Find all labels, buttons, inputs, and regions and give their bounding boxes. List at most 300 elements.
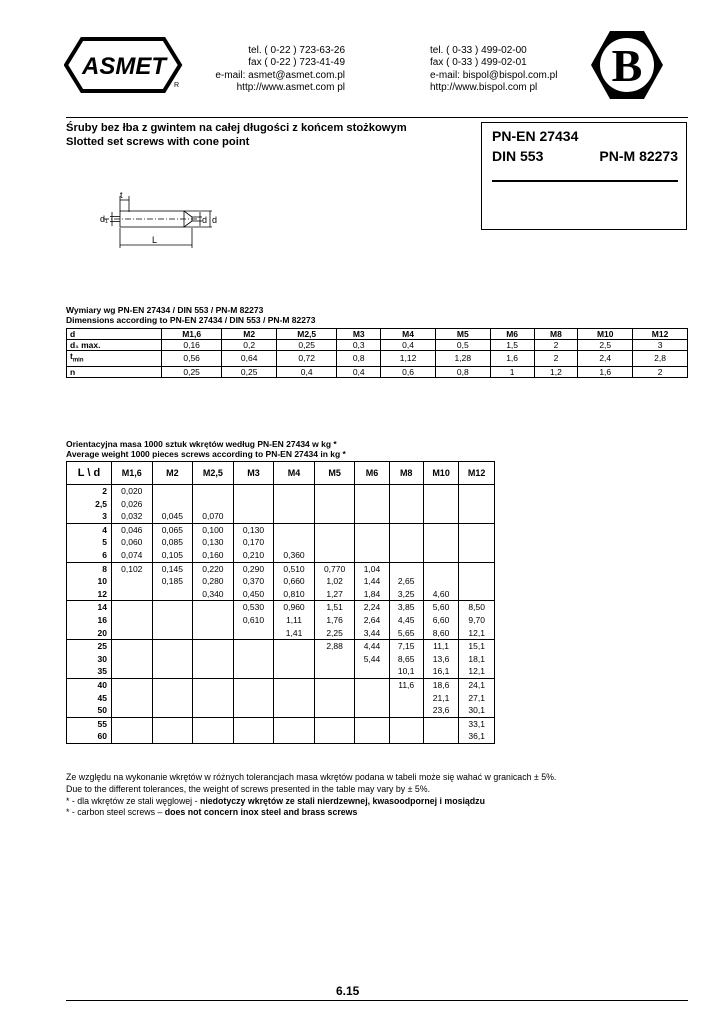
dimensions-cell: 1,5 [490, 340, 534, 351]
weights-cell: 0,085 [152, 536, 193, 549]
weights-cell: 0,960 [274, 601, 315, 614]
weights-row [67, 704, 495, 717]
weights-cell [355, 510, 389, 523]
weights-cell: 0,130 [233, 523, 274, 536]
dimensions-heading [66, 306, 315, 325]
weights-cell: 15,1 [459, 640, 495, 653]
weights-cell: 5,65 [389, 627, 423, 640]
weights-cell [389, 485, 423, 498]
weights-header-cell: M4 [274, 462, 315, 485]
footnote-steel-pl: * - dla wkrętów ze stali węglowej - niedotyczy wkrętów ze stali nierdzewnej, kwasoodpornej i mosiądzu [66, 795, 485, 806]
weights-cell: 8,50 [459, 601, 495, 614]
dimensions-cell: $t_{min}$ [67, 351, 162, 367]
weights-cell: 5,44 [355, 653, 389, 666]
weights-row [67, 523, 495, 536]
weights-cell [423, 730, 459, 743]
weights-cell [274, 692, 315, 705]
weights-row [67, 640, 495, 653]
weights-cell [152, 704, 193, 717]
weights-cell: 0,065 [152, 523, 193, 536]
dimensions-cell: n [67, 366, 162, 377]
weights-cell [233, 485, 274, 498]
weights-cell [112, 575, 153, 588]
dimensions-cell: M6 [490, 329, 534, 340]
standard-din: DIN 553 [492, 148, 544, 164]
dim-label-d: d [202, 215, 208, 225]
asmet-contact [215, 45, 345, 95]
weights-cell: 2 [67, 485, 112, 498]
weights-cell [112, 665, 153, 678]
weights-cell [152, 717, 193, 730]
dimensions-table [66, 328, 688, 378]
weights-cell [389, 498, 423, 511]
weights-cell [112, 704, 153, 717]
bispol-fax: fax ( 0-33 ) 499-02-01 [430, 57, 527, 69]
weights-cell [389, 704, 423, 717]
weights-cell: 0,290 [233, 562, 274, 575]
title-en: Slotted set screws with cone point [66, 135, 250, 148]
weights-cell: 5 [67, 536, 112, 549]
weights-cell: 8 [67, 562, 112, 575]
weights-cell [274, 498, 315, 511]
weights-cell [233, 510, 274, 523]
weights-cell: 1,27 [314, 588, 355, 601]
weights-cell [112, 717, 153, 730]
weights-cell [355, 523, 389, 536]
footnote-steel-en-bold: does not concern inox steel and brass screws [164, 807, 358, 818]
footnote-steel-pl-bold: niedotyczy wkrętów ze stali nierdzewnej, kwasoodpornej i mosiądzu [199, 795, 485, 806]
weights-cell: 50 [67, 704, 112, 717]
weights-cell [193, 485, 234, 498]
bispol-contact [430, 45, 557, 95]
weights-cell: 2,64 [355, 614, 389, 627]
dimensions-cell: 0,3 [337, 340, 381, 351]
weights-cell [459, 536, 495, 549]
dimensions-cell: 0,64 [222, 351, 277, 367]
footnote-steel-en: * - carbon steel screws – does not concern inox steel and brass screws [66, 807, 358, 818]
weights-cell [152, 588, 193, 601]
standards-divider [492, 180, 678, 182]
weights-cell [389, 717, 423, 730]
weights-cell: 2,5 [67, 498, 112, 511]
weights-cell [314, 678, 355, 691]
weights-cell: 30 [67, 653, 112, 666]
weights-heading [66, 440, 346, 459]
weights-cell: 1,44 [355, 575, 389, 588]
weights-cell [459, 498, 495, 511]
weights-cell: 1,11 [274, 614, 315, 627]
weights-cell: 0,020 [112, 485, 153, 498]
weights-cell [314, 523, 355, 536]
weights-cell [459, 575, 495, 588]
footnote-tolerance-pl: Ze względu na wykonanie wkrętów w różnych tolerancjach masa wkrętów podana w tabeli może się wahać w granicach ± 5%. [66, 772, 557, 782]
weights-row [67, 601, 495, 614]
weights-cell: 0,100 [193, 523, 234, 536]
weights-cell: 23,6 [423, 704, 459, 717]
weights-cell: 35 [67, 665, 112, 678]
weights-cell [152, 614, 193, 627]
dimensions-cell: M3 [337, 329, 381, 340]
weights-cell [355, 665, 389, 678]
weights-cell: 25 [67, 640, 112, 653]
weights-cell [459, 549, 495, 562]
weights-cell [355, 498, 389, 511]
weights-header-cell: M3 [233, 462, 274, 485]
dimensions-cell: M5 [435, 329, 490, 340]
weights-cell [314, 730, 355, 743]
weights-cell: 3,85 [389, 601, 423, 614]
weights-cell [355, 549, 389, 562]
weights-cell [193, 730, 234, 743]
dim-label-t: t [120, 192, 123, 200]
weights-cell: 3,44 [355, 627, 389, 640]
weights-cell [112, 692, 153, 705]
dimensions-cell: 2,4 [578, 351, 633, 367]
weights-cell [152, 692, 193, 705]
weights-row [67, 627, 495, 640]
weights-cell [459, 510, 495, 523]
dim-label-d-outer: d [212, 215, 218, 225]
weights-cell: 10 [67, 575, 112, 588]
title-pl: Śruby bez łba z gwintem na całej długości z końcem stożkowym [66, 122, 407, 134]
dimensions-cell: 0,4 [381, 340, 436, 351]
dimensions-cell: M12 [633, 329, 688, 340]
weights-cell [314, 692, 355, 705]
dimensions-cell: 2,5 [578, 340, 633, 351]
weights-cell: 24,1 [459, 678, 495, 691]
dimensions-cell: 0,56 [162, 351, 222, 367]
weights-heading-pl: Orientacyjna masa 1000 sztuk wkrętów według PN-EN 27434 w kg * [66, 439, 337, 449]
product-title [66, 122, 407, 149]
weights-cell: 0,280 [193, 575, 234, 588]
weights-cell [193, 665, 234, 678]
weights-cell [233, 704, 274, 717]
dimensions-row [67, 366, 688, 377]
weights-cell: 0,045 [152, 510, 193, 523]
weights-cell: 9,70 [459, 614, 495, 627]
weights-cell [233, 640, 274, 653]
weights-header-cell: M12 [459, 462, 495, 485]
dimensions-cell: 1,6 [490, 351, 534, 367]
weights-cell: 36,1 [459, 730, 495, 743]
weights-header-cell: M10 [423, 462, 459, 485]
bispol-logo-text: B [611, 40, 643, 91]
weights-cell [423, 523, 459, 536]
weights-header-cell: M6 [355, 462, 389, 485]
weights-cell [193, 614, 234, 627]
dimensions-cell: M2 [222, 329, 277, 340]
weights-cell [355, 717, 389, 730]
weights-cell: 0,130 [193, 536, 234, 549]
weights-cell: 16,1 [423, 665, 459, 678]
dimensions-cell: d [67, 329, 162, 340]
weights-cell [423, 536, 459, 549]
weights-cell [112, 588, 153, 601]
weights-row [67, 614, 495, 627]
weights-cell: 14 [67, 601, 112, 614]
dimensions-cell: 1,12 [381, 351, 436, 367]
dimensions-cell: d₁ max. [67, 340, 162, 351]
weights-cell: 12 [67, 588, 112, 601]
weights-cell [314, 665, 355, 678]
weights-cell [233, 665, 274, 678]
weights-cell [193, 692, 234, 705]
weights-cell [112, 730, 153, 743]
registered-mark: R [174, 82, 180, 89]
weights-cell [274, 510, 315, 523]
weights-table [66, 461, 495, 744]
dimensions-cell: 3 [633, 340, 688, 351]
weights-cell: 21,1 [423, 692, 459, 705]
dimensions-heading-pl: Wymiary wg PN-EN 27434 / DIN 553 / PN-M 82273 [66, 305, 264, 315]
standard-pn-en: PN-EN 27434 [492, 128, 579, 144]
weights-cell [274, 653, 315, 666]
dimensions-cell: 2 [534, 351, 578, 367]
weights-cell [152, 640, 193, 653]
dimensions-cell: 2 [534, 340, 578, 351]
bispol-tel: tel. ( 0-33 ) 499-02-00 [430, 45, 527, 56]
dimensions-cell: 1,28 [435, 351, 490, 367]
dimensions-cell: M4 [381, 329, 436, 340]
weights-row [67, 510, 495, 523]
weights-header-cell: M5 [314, 462, 355, 485]
dimensions-cell: 0,25 [162, 366, 222, 377]
weights-cell [314, 717, 355, 730]
asmet-web[interactable]: http://www.asmet.com pl [236, 82, 345, 94]
weights-cell: 45 [67, 692, 112, 705]
asmet-email[interactable]: e-mail: asmet@asmet.com.pl [215, 69, 345, 81]
weights-row [67, 717, 495, 730]
weights-cell [459, 523, 495, 536]
weights-row [67, 549, 495, 562]
weights-row [67, 575, 495, 588]
weights-row [67, 692, 495, 705]
weights-cell [274, 678, 315, 691]
weights-cell [112, 614, 153, 627]
weights-row [67, 562, 495, 575]
weights-cell [233, 678, 274, 691]
footer-rule [66, 1000, 688, 1001]
weights-cell [233, 730, 274, 743]
weights-cell: 0,170 [233, 536, 274, 549]
weights-row [67, 485, 495, 498]
weights-cell: 33,1 [459, 717, 495, 730]
footnotes [66, 772, 556, 819]
weights-cell [193, 704, 234, 717]
weights-cell: 10,1 [389, 665, 423, 678]
weights-cell [423, 510, 459, 523]
weights-cell: 1,76 [314, 614, 355, 627]
weights-cell [389, 536, 423, 549]
weights-cell [314, 704, 355, 717]
weights-cell [389, 510, 423, 523]
weights-cell: 6,60 [423, 614, 459, 627]
weights-header-cell: M2,5 [193, 462, 234, 485]
weights-cell [314, 549, 355, 562]
weights-cell: 0,102 [112, 562, 153, 575]
asmet-logo [64, 36, 184, 94]
weights-cell [233, 692, 274, 705]
weights-cell [459, 485, 495, 498]
weights-header-cell: M8 [389, 462, 423, 485]
dimensions-cell: 1,6 [578, 366, 633, 377]
weights-cell: 60 [67, 730, 112, 743]
weights-cell: 0,530 [233, 601, 274, 614]
weights-cell [389, 692, 423, 705]
page-number: 6.15 [336, 984, 360, 998]
weights-header-cell: M2 [152, 462, 193, 485]
dimensions-cell: M10 [578, 329, 633, 340]
weights-row [67, 588, 495, 601]
weights-cell [152, 665, 193, 678]
dimensions-cell: 0,2 [222, 340, 277, 351]
weights-cell: 1,84 [355, 588, 389, 601]
weights-cell: 3,25 [389, 588, 423, 601]
weights-cell: 0,220 [193, 562, 234, 575]
weights-cell [389, 523, 423, 536]
weights-cell: 6 [67, 549, 112, 562]
weights-cell: 0,105 [152, 549, 193, 562]
bispol-email[interactable]: e-mail: bispol@bispol.com.pl [430, 69, 558, 81]
weights-header-cell: L \ d [67, 462, 112, 485]
asmet-tel: tel. ( 0-22 ) 723-63-26 [248, 45, 345, 56]
weights-cell [355, 678, 389, 691]
weights-cell [355, 536, 389, 549]
dimensions-cell: 0,72 [277, 351, 337, 367]
weights-row [67, 653, 495, 666]
weights-cell: 30,1 [459, 704, 495, 717]
asmet-fax: fax ( 0-22 ) 723-41-49 [248, 57, 345, 69]
weights-cell: 1,51 [314, 601, 355, 614]
weights-cell [112, 678, 153, 691]
weights-cell: 2,24 [355, 601, 389, 614]
weights-cell [423, 498, 459, 511]
bispol-logo [590, 30, 664, 100]
weights-cell [193, 627, 234, 640]
weights-cell [112, 601, 153, 614]
dimensions-cell: 0,5 [435, 340, 490, 351]
weights-cell [274, 536, 315, 549]
weights-cell: 40 [67, 678, 112, 691]
dim-label-d1: d₁ [100, 214, 109, 224]
weights-cell [459, 588, 495, 601]
weights-cell [314, 485, 355, 498]
weights-cell [274, 717, 315, 730]
weights-cell [112, 627, 153, 640]
dimensions-cell: 0,8 [337, 351, 381, 367]
dimensions-cell: M1,6 [162, 329, 222, 340]
weights-cell [314, 536, 355, 549]
weights-cell [274, 485, 315, 498]
weights-cell [274, 730, 315, 743]
weights-cell: 18,1 [459, 653, 495, 666]
weights-cell [459, 562, 495, 575]
weights-cell: 4,60 [423, 588, 459, 601]
weights-cell: 8,65 [389, 653, 423, 666]
weights-cell: 4,45 [389, 614, 423, 627]
dimensions-cell: 1 [490, 366, 534, 377]
dimensions-cell: 0,16 [162, 340, 222, 351]
weights-cell [274, 640, 315, 653]
weights-cell [355, 704, 389, 717]
weights-cell [274, 523, 315, 536]
weights-cell: 0,074 [112, 549, 153, 562]
weights-cell: 5,60 [423, 601, 459, 614]
weights-cell [152, 498, 193, 511]
screw-drawing [98, 192, 228, 254]
weights-cell: 0,060 [112, 536, 153, 549]
weights-cell [233, 498, 274, 511]
weights-cell [152, 627, 193, 640]
weights-cell: 20 [67, 627, 112, 640]
weights-cell: 0,070 [193, 510, 234, 523]
weights-cell [423, 549, 459, 562]
weights-cell: 11,6 [389, 678, 423, 691]
weights-cell: 13,6 [423, 653, 459, 666]
weights-cell [355, 730, 389, 743]
weights-row [67, 678, 495, 691]
dimensions-row [67, 340, 688, 351]
header-rule [66, 117, 688, 118]
standard-pn-m: PN-M 82273 [599, 148, 678, 164]
dimensions-cell: M8 [534, 329, 578, 340]
weights-cell [152, 601, 193, 614]
weights-cell [193, 640, 234, 653]
asmet-logo-text: ASMET [82, 53, 166, 80]
weights-cell: 16 [67, 614, 112, 627]
weights-cell: 0,610 [233, 614, 274, 627]
weights-cell: 0,046 [112, 523, 153, 536]
dimensions-cell: 0,4 [337, 366, 381, 377]
weights-cell: 55 [67, 717, 112, 730]
weights-cell: 3 [67, 510, 112, 523]
weights-row [67, 498, 495, 511]
weights-cell [152, 653, 193, 666]
weights-header-cell: M1,6 [112, 462, 153, 485]
dimensions-row [67, 351, 688, 367]
weights-cell [233, 717, 274, 730]
weights-cell [314, 510, 355, 523]
weights-row [67, 730, 495, 743]
weights-cell: 2,88 [314, 640, 355, 653]
bispol-web[interactable]: http://www.bispol.com pl [430, 82, 538, 94]
weights-cell: 0,340 [193, 588, 234, 601]
weights-cell [152, 485, 193, 498]
weights-cell [233, 627, 274, 640]
dimensions-cell: 2,8 [633, 351, 688, 367]
dimensions-cell: 0,25 [222, 366, 277, 377]
weights-cell: 0,145 [152, 562, 193, 575]
weights-cell: 0,185 [152, 575, 193, 588]
dimensions-cell: 1,2 [534, 366, 578, 377]
weights-cell [389, 562, 423, 575]
weights-cell: 0,450 [233, 588, 274, 601]
dimensions-cell: 0,8 [435, 366, 490, 377]
weights-cell: 0,360 [274, 549, 315, 562]
weights-cell [112, 653, 153, 666]
weights-cell [193, 717, 234, 730]
dimensions-cell: 2 [633, 366, 688, 377]
weights-cell: 0,032 [112, 510, 153, 523]
weights-cell: 1,41 [274, 627, 315, 640]
weights-row [67, 536, 495, 549]
dimensions-cell: 0,25 [277, 340, 337, 351]
weights-cell: 2,65 [389, 575, 423, 588]
weights-cell: 0,810 [274, 588, 315, 601]
weights-cell: 0,370 [233, 575, 274, 588]
weights-cell: 12,1 [459, 627, 495, 640]
standards-box [481, 122, 687, 230]
